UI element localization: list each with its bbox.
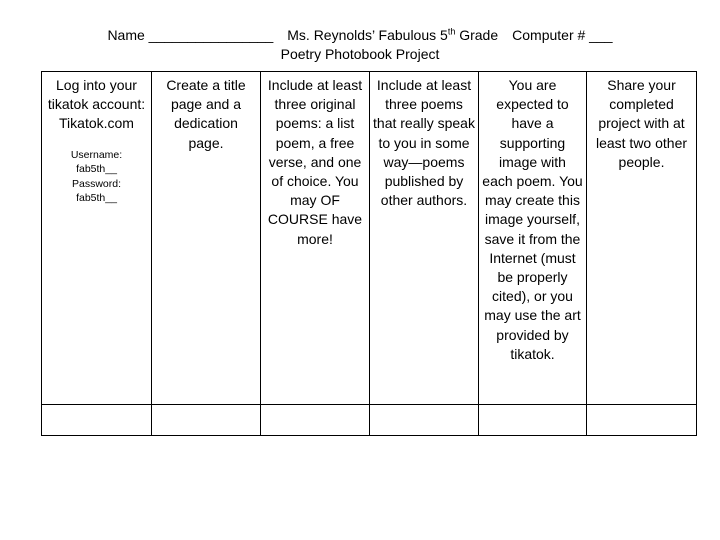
step-text: Create a title page and a dedication page. bbox=[166, 77, 246, 151]
checkoff-cell[interactable] bbox=[587, 405, 697, 436]
header-line bbox=[0, 26, 720, 45]
title-suffix: Grade bbox=[455, 27, 499, 43]
username-label: Username: bbox=[70, 148, 123, 161]
password-value: fab5th__ bbox=[76, 192, 117, 205]
title-superscript: th bbox=[447, 26, 456, 37]
project-steps-table bbox=[41, 71, 697, 436]
computer-number-field: Computer # ___ bbox=[512, 27, 613, 43]
checkoff-row bbox=[42, 405, 697, 436]
steps-row bbox=[42, 72, 697, 405]
step-text: Include at least three original poems: a list poem, a free verse, and one of choice. You may OF COURSE have more! bbox=[267, 77, 363, 247]
checkoff-cell[interactable] bbox=[370, 405, 479, 436]
step-text: Include at least three poems that really speak to you in some way—poems published by other authors. bbox=[373, 77, 475, 209]
step-text: Share your completed project with at least two other people. bbox=[595, 77, 688, 170]
worksheet-subtitle: Poetry Photobook Project bbox=[280, 46, 440, 62]
step-cell-login bbox=[42, 72, 152, 405]
step-text: Log into your tikatok account: Tikatok.com bbox=[47, 77, 146, 132]
username-value: fab5th__ bbox=[76, 163, 117, 176]
step-cell-share bbox=[587, 72, 697, 405]
credentials bbox=[45, 148, 148, 206]
password-label: Password: bbox=[71, 177, 122, 190]
step-cell-images bbox=[479, 72, 587, 405]
step-cell-title-page bbox=[152, 72, 261, 405]
checkoff-cell[interactable] bbox=[42, 405, 152, 436]
worksheet-header bbox=[0, 26, 720, 64]
step-cell-original-poems bbox=[261, 72, 370, 405]
checkoff-cell[interactable] bbox=[261, 405, 370, 436]
checkoff-cell[interactable] bbox=[152, 405, 261, 436]
name-field: Name ________________ bbox=[107, 27, 274, 43]
step-text: You are expected to have a supporting image with each poem. You may create this image yourself, save it from the Internet (must be properly cited), or you may use the art provided by tikatok. bbox=[482, 77, 583, 362]
checkoff-cell[interactable] bbox=[479, 405, 587, 436]
step-cell-published-poems bbox=[370, 72, 479, 405]
title-text: Ms. Reynolds’ Fabulous 5 bbox=[287, 27, 448, 43]
worksheet-title bbox=[287, 27, 498, 43]
